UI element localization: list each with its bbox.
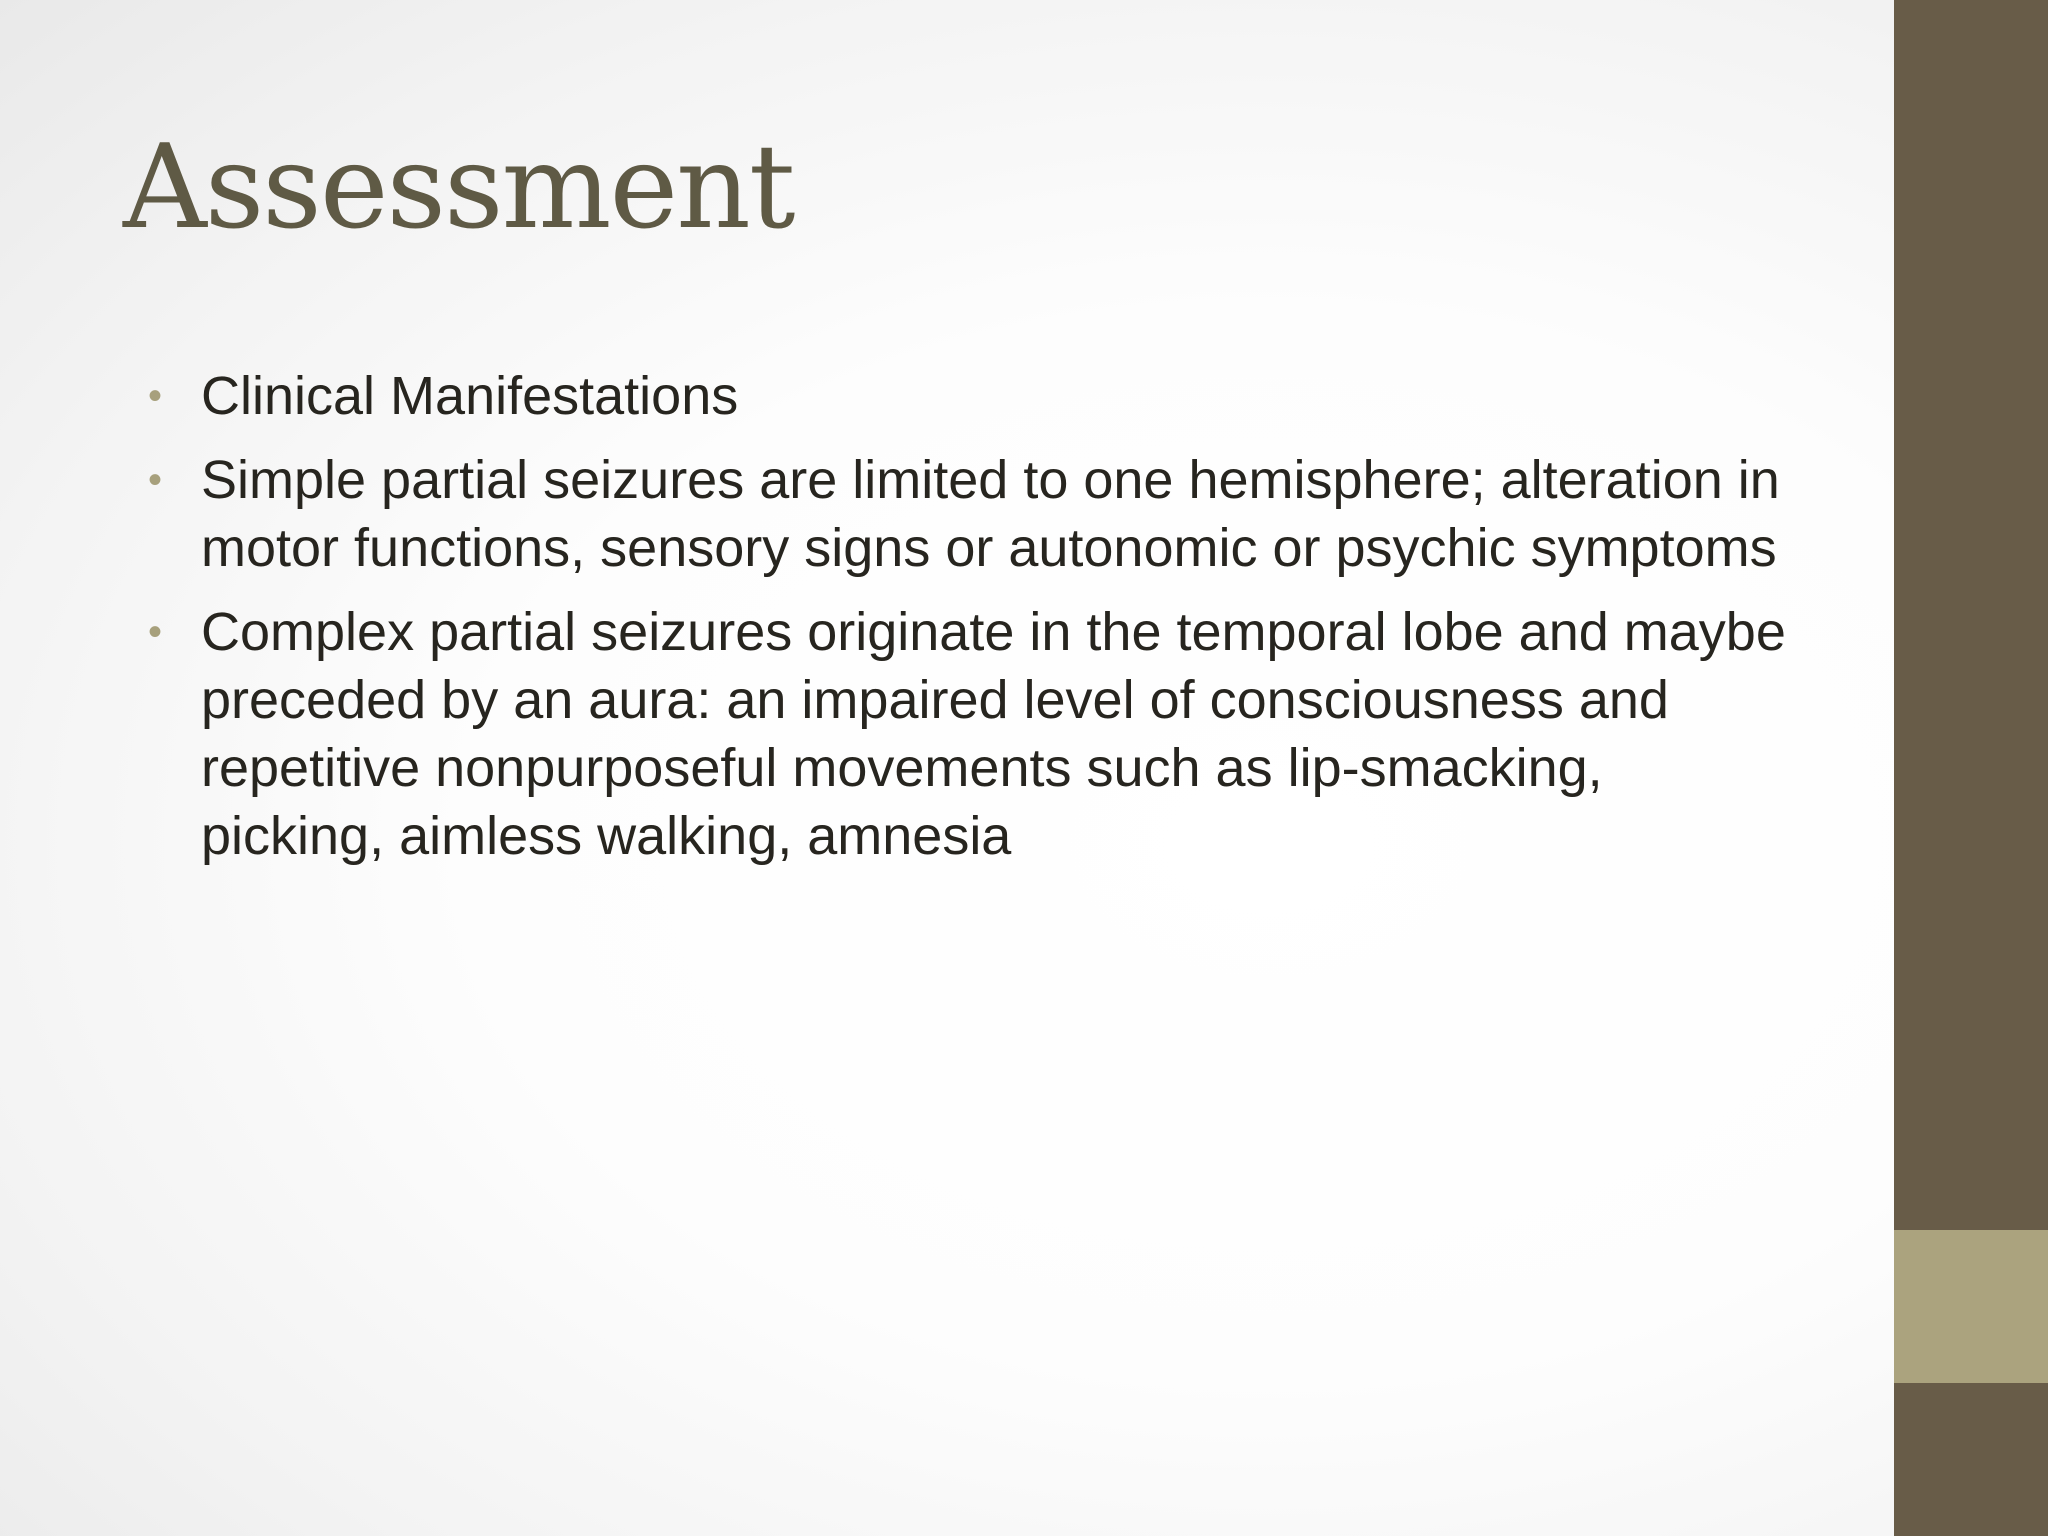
bullet-text: Simple partial seizures are limited to one hemisphere; alteration in motor functions, sensory signs or autonomic or psychic symptoms — [201, 450, 1780, 578]
bullet-item — [148, 446, 1788, 582]
side-accent-block — [1894, 1230, 2048, 1383]
bullet-item — [148, 362, 1788, 430]
bullet-item — [148, 598, 1788, 870]
bullet-icon: • — [148, 458, 163, 502]
bullet-icon: • — [148, 610, 163, 654]
bullet-icon: • — [148, 374, 163, 418]
bullet-list — [148, 362, 1788, 886]
slide-title: Assessment — [123, 120, 794, 255]
bullet-text: Clinical Manifestations — [201, 366, 739, 426]
bullet-text: Complex partial seizures originate in the temporal lobe and maybe preceded by an aura: an impaired level of consciousness and repetitive nonpurposeful movements such as lip-smacking, picking, aimless walking, amnesia — [201, 602, 1786, 866]
